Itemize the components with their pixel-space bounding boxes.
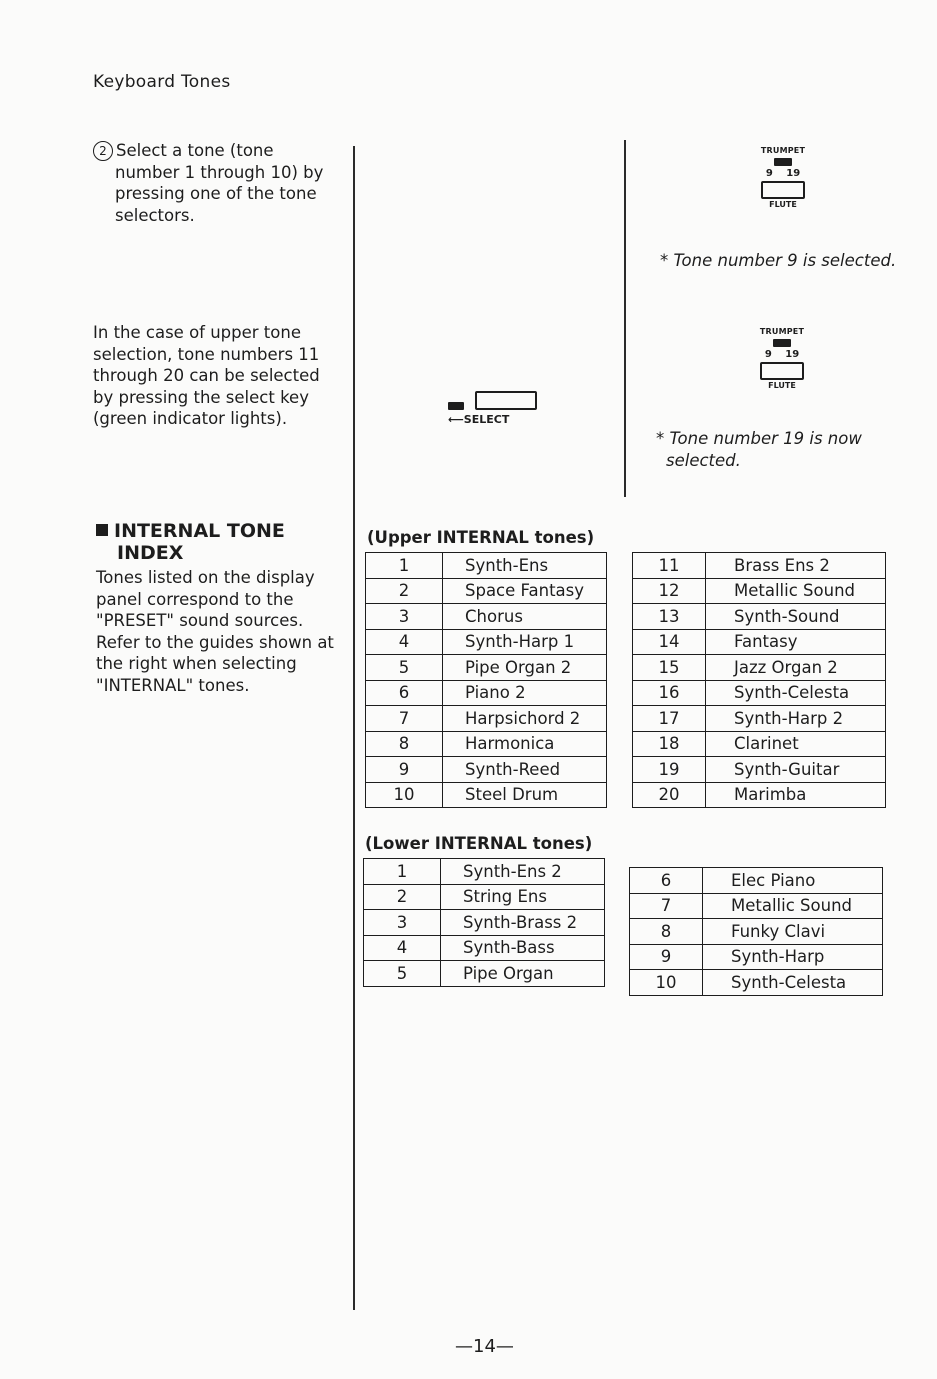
internal-tone-index-heading <box>96 520 285 564</box>
table-row <box>633 782 886 808</box>
table-row <box>633 553 886 579</box>
select-label <box>448 413 509 426</box>
heading-line-1: INTERNAL TONE <box>114 520 285 542</box>
tone-number: 7 <box>366 706 443 732</box>
column-divider-left <box>353 146 355 1310</box>
tone-name: Steel Drum <box>443 782 607 808</box>
tone-name: Funky Clavi <box>703 919 883 945</box>
note-line: selection, tone numbers 11 <box>93 344 320 364</box>
tone-name: Synth-Sound <box>706 604 886 630</box>
tone-name: Synth-Harp 2 <box>706 706 886 732</box>
table-row <box>630 944 883 970</box>
table-row <box>366 604 607 630</box>
table-row <box>630 868 883 894</box>
tone-selector-diagram-2 <box>752 327 812 390</box>
tone-number: 2 <box>364 884 441 910</box>
tone-number: 6 <box>366 680 443 706</box>
tone-number: 17 <box>633 706 706 732</box>
tone-name: Jazz Organ 2 <box>706 655 886 681</box>
tone-name: Metallic Sound <box>703 893 883 919</box>
tone-number: 9 <box>366 757 443 783</box>
tone-number: 2 <box>366 578 443 604</box>
table-row <box>366 757 607 783</box>
upper-table-label: (Upper INTERNAL tones) <box>367 528 595 547</box>
table-row <box>366 782 607 808</box>
table-row <box>630 919 883 945</box>
tone-number: 14 <box>633 629 706 655</box>
tone-number: 13 <box>633 604 706 630</box>
page-number: —14— <box>455 1336 514 1357</box>
tone-number: 15 <box>633 655 706 681</box>
tone-name: Synth-Ens <box>443 553 607 579</box>
table-row <box>630 893 883 919</box>
select-label-text: SELECT <box>463 413 510 426</box>
upper-table-right <box>632 552 886 808</box>
table-row <box>633 578 886 604</box>
tone-name: Synth-Harp 1 <box>443 629 607 655</box>
tone-number: 5 <box>366 655 443 681</box>
step-instruction <box>93 140 338 226</box>
index-line: Refer to the guides shown at <box>96 632 334 652</box>
table-row <box>633 655 886 681</box>
tone-number: 9 <box>630 944 703 970</box>
table-row <box>633 757 886 783</box>
tone-number: 20 <box>633 782 706 808</box>
caption-line-1: * Tone number 19 is now <box>656 429 862 448</box>
tone-name: Synth-Celesta <box>706 680 886 706</box>
indicator-icon <box>773 339 791 347</box>
tone-name: Space Fantasy <box>443 578 607 604</box>
note-line: by pressing the select key <box>93 387 309 407</box>
tone-selector-diagram-1 <box>753 146 813 209</box>
square-bullet-icon <box>96 524 108 536</box>
flute-label: FLUTE <box>768 381 796 390</box>
tone-number: 11 <box>633 553 706 579</box>
tone-name: Piano 2 <box>443 680 607 706</box>
tone-name: Metallic Sound <box>706 578 886 604</box>
tone-name: Synth-Guitar <box>706 757 886 783</box>
table-row <box>364 961 605 987</box>
tone-number: 10 <box>366 782 443 808</box>
tone-number: 10 <box>630 970 703 996</box>
tone-name: Harpsichord 2 <box>443 706 607 732</box>
step-line-2: number 1 through 10) by <box>115 162 324 182</box>
tone-number: 5 <box>364 961 441 987</box>
tone-name: Synth-Harp <box>703 944 883 970</box>
tone-number: 4 <box>364 935 441 961</box>
tone-number: 19 <box>633 757 706 783</box>
caption-tone-19 <box>656 428 862 472</box>
table-row <box>366 680 607 706</box>
tone-name: Marimba <box>706 782 886 808</box>
step-line-4: selectors. <box>115 205 195 225</box>
tone-name: Pipe Organ 2 <box>443 655 607 681</box>
table-row <box>630 970 883 996</box>
trumpet-label: TRUMPET <box>759 327 805 336</box>
tone-number: 3 <box>366 604 443 630</box>
table-row <box>633 629 886 655</box>
caption-tone-9: * Tone number 9 is selected. <box>660 251 897 270</box>
table-row <box>633 706 886 732</box>
tone-number: 8 <box>366 731 443 757</box>
caption-line-2: selected. <box>666 451 741 470</box>
tone-name: Fantasy <box>706 629 886 655</box>
tone-name: Brass Ens 2 <box>706 553 886 579</box>
table-row <box>366 706 607 732</box>
table-row <box>633 680 886 706</box>
tone-number: 7 <box>630 893 703 919</box>
tone-key-icon <box>761 181 805 199</box>
table-row <box>364 910 605 936</box>
index-line: "PRESET" sound sources. <box>96 611 304 630</box>
lower-table-left <box>363 858 605 987</box>
tone-number: 8 <box>630 919 703 945</box>
tone-name: Chorus <box>443 604 607 630</box>
step-line-3: pressing one of the tone <box>115 184 317 203</box>
note-line: (green indicator lights). <box>93 409 288 428</box>
tone-name: Synth-Reed <box>443 757 607 783</box>
table-row <box>364 884 605 910</box>
table-row <box>633 731 886 757</box>
tone-name: Synth-Brass 2 <box>441 910 605 936</box>
tone-name: String Ens <box>441 884 605 910</box>
tone-number: 12 <box>633 578 706 604</box>
table-row <box>366 553 607 579</box>
tone-name: Synth-Bass <box>441 935 605 961</box>
tone-name: Synth-Ens 2 <box>441 859 605 885</box>
trumpet-label: TRUMPET <box>760 146 806 155</box>
note-line: In the case of upper tone <box>93 323 301 342</box>
index-line: the right when selecting <box>96 654 297 673</box>
tone-number: 16 <box>633 680 706 706</box>
index-line: Tones listed on the display <box>96 568 315 587</box>
tone-number: 3 <box>364 910 441 936</box>
tone-number: 18 <box>633 731 706 757</box>
tone-number: 1 <box>366 553 443 579</box>
tone-name: Elec Piano <box>703 868 883 894</box>
tone-number: 6 <box>630 868 703 894</box>
table-row <box>366 655 607 681</box>
indicator-icon <box>774 158 792 166</box>
table-row <box>366 629 607 655</box>
table-row <box>364 935 605 961</box>
tone-numbers: 9 19 <box>765 168 801 179</box>
tone-name: Clarinet <box>706 731 886 757</box>
internal-tone-index-text <box>96 567 341 696</box>
step-number: 2 <box>93 141 113 161</box>
tone-name: Synth-Celesta <box>703 970 883 996</box>
lower-table-label: (Lower INTERNAL tones) <box>365 834 593 853</box>
flute-label: FLUTE <box>769 200 797 209</box>
table-row <box>366 578 607 604</box>
table-row <box>366 731 607 757</box>
upper-selection-note <box>93 322 338 430</box>
arrow-left-icon: ⟵ <box>448 413 464 426</box>
tone-numbers: 9 19 <box>764 349 800 360</box>
column-divider-right <box>624 140 626 497</box>
step-line-1: Select a tone (tone <box>116 141 274 160</box>
index-line: panel correspond to the <box>96 589 294 609</box>
tone-name: Pipe Organ <box>441 961 605 987</box>
select-indicator-icon <box>448 402 464 410</box>
page-header: Keyboard Tones <box>93 72 231 92</box>
tone-number: 1 <box>364 859 441 885</box>
lower-table-right <box>629 867 883 996</box>
heading-line-2: INDEX <box>117 542 184 564</box>
note-line: through 20 can be selected <box>93 366 320 385</box>
upper-table-left <box>365 552 607 808</box>
select-key-icon <box>475 391 537 410</box>
tone-key-icon <box>760 362 804 380</box>
table-row <box>633 604 886 630</box>
index-line: "INTERNAL" tones. <box>96 675 250 695</box>
tone-name: Harmonica <box>443 731 607 757</box>
tone-number: 4 <box>366 629 443 655</box>
table-row <box>364 859 605 885</box>
